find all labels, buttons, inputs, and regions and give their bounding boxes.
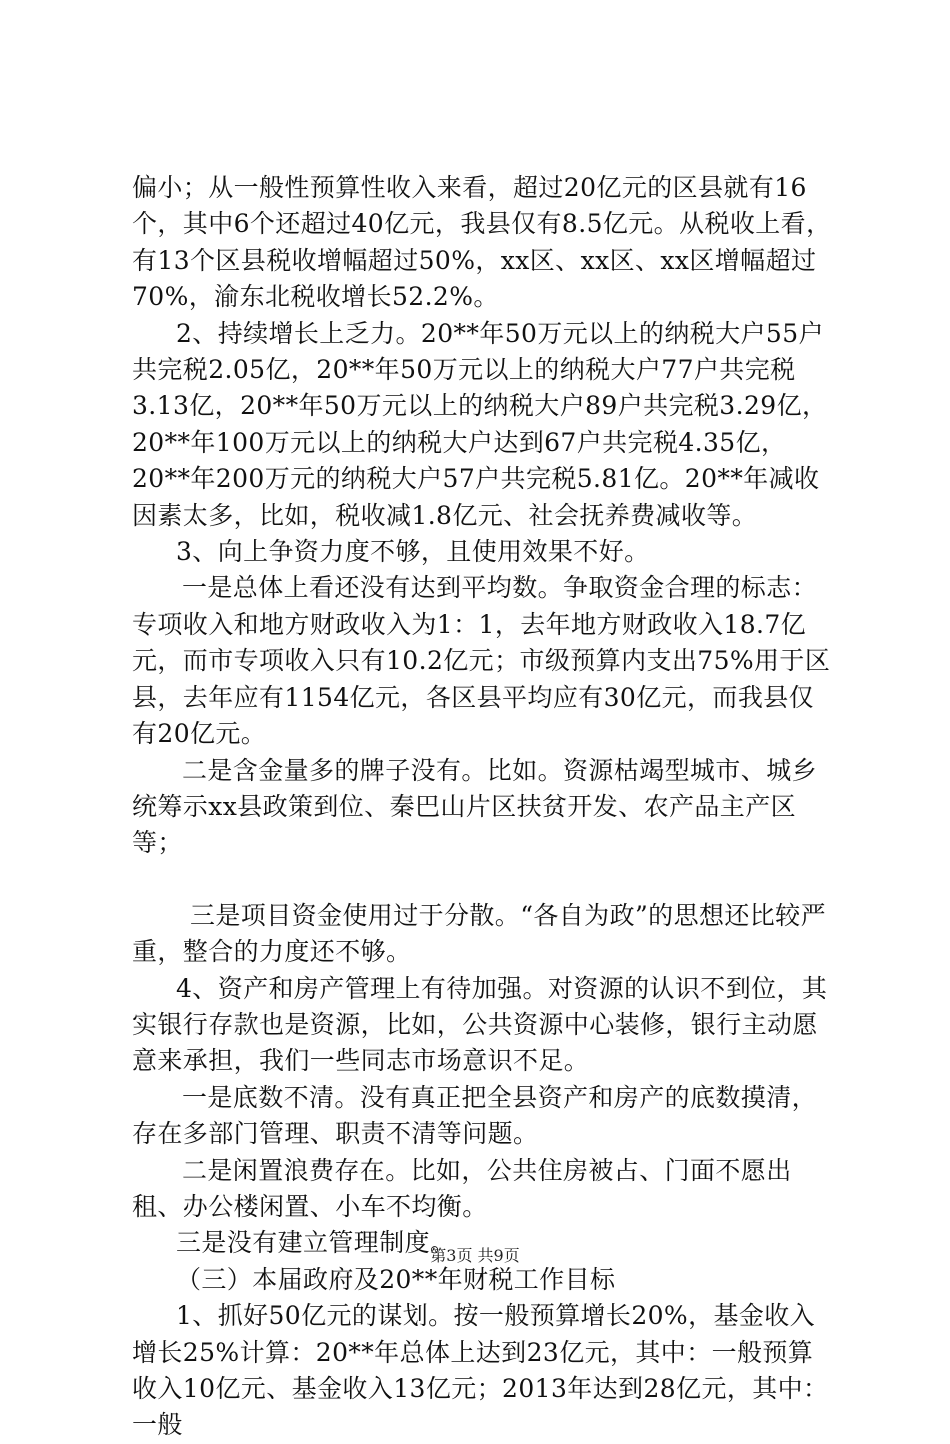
paragraph-county-revenue-comparison: 偏小；从一般性预算性收入来看，超过20亿元的区县就有16个，其中6个还超过40亿元，我县仅有8.5亿元。从税收上看，有13个区县税收增幅超过50%，xx区、xx区、xx区增幅超过70%，渝东北税收增长52.2%。 — [132, 173, 832, 312]
paragraph-missing-designations: 二是含金量多的牌子没有。比如。资源枯竭型城市、城乡统筹示xx县政策到位、秦巴山片区扶贫开发、农产品主产区等； — [132, 755, 818, 858]
paragraph-scattered-funds: 三是项目资金使用过于分散。“各自为政”的思想还比较严重，整合的力度还不够。 — [132, 900, 826, 967]
paragraph-unclear-inventory: 一是底数不清。没有真正把全县资产和房产的底数摸清，存在多部门管理、职责不清等问题。 — [132, 1082, 818, 1149]
paragraph-asset-management: 4、资产和房产管理上有待加强。对资源的认识不到位，其实银行存款也是资源，比如，公共资源中心装修，银行主动愿意来承担，我们一些同志市场意识不足。 — [132, 973, 828, 1076]
paragraph-no-management-system: 三是没有建立管理制度。 — [176, 1228, 456, 1258]
paragraph-below-average: 一是总体上看还没有达到平均数。争取资金合理的标志：专项收入和地方财政收入为1：1，去年地方财政收入18.7亿元，而市专项收入只有10.2亿元；市级预算内支出75%用于区县，去年应有1154亿元，各区县平均应有30亿元，而我县仅有20亿元。 — [132, 573, 831, 749]
blank-line — [132, 862, 832, 898]
paragraph-idle-waste: 二是闲置浪费存在。比如，公共住房被占、门面不愿出租、办公楼闲置、小车不均衡。 — [132, 1155, 792, 1221]
paragraph-funding-effort: 3、向上争资力度不够，且使用效果不好。 — [176, 537, 650, 567]
page-number-footer: 第3页 共9页 — [430, 1246, 520, 1265]
section-heading-fiscal-goals: （三）本届政府及20**年财税工作目标 — [176, 1264, 616, 1294]
paragraph-growth-weakness: 2、持续增长上乏力。20**年50万元以上的纳税大户55户共完税2.05亿，20**年50万元以上的纳税大户77户共完税3.13亿，20**年50万元以上的纳税大户89户共完税3.29亿，20**年100万元以上的纳税大户达到67户共完税4.35亿，20**年200万元的纳税大户57户共完税5.81亿。20**年减收因素太多，比如，税收减1.8亿元、社会抚养费减收等。 — [132, 318, 828, 530]
paragraph-50-billion-plan: 1、抓好50亿元的谋划。按一般预算增长20%，基金收入增长25%计算：20**年总体上达到23亿元，其中：一般预算收入10亿元、基金收入13亿元；2013年达到28亿元，其中：一般 — [132, 1301, 829, 1440]
